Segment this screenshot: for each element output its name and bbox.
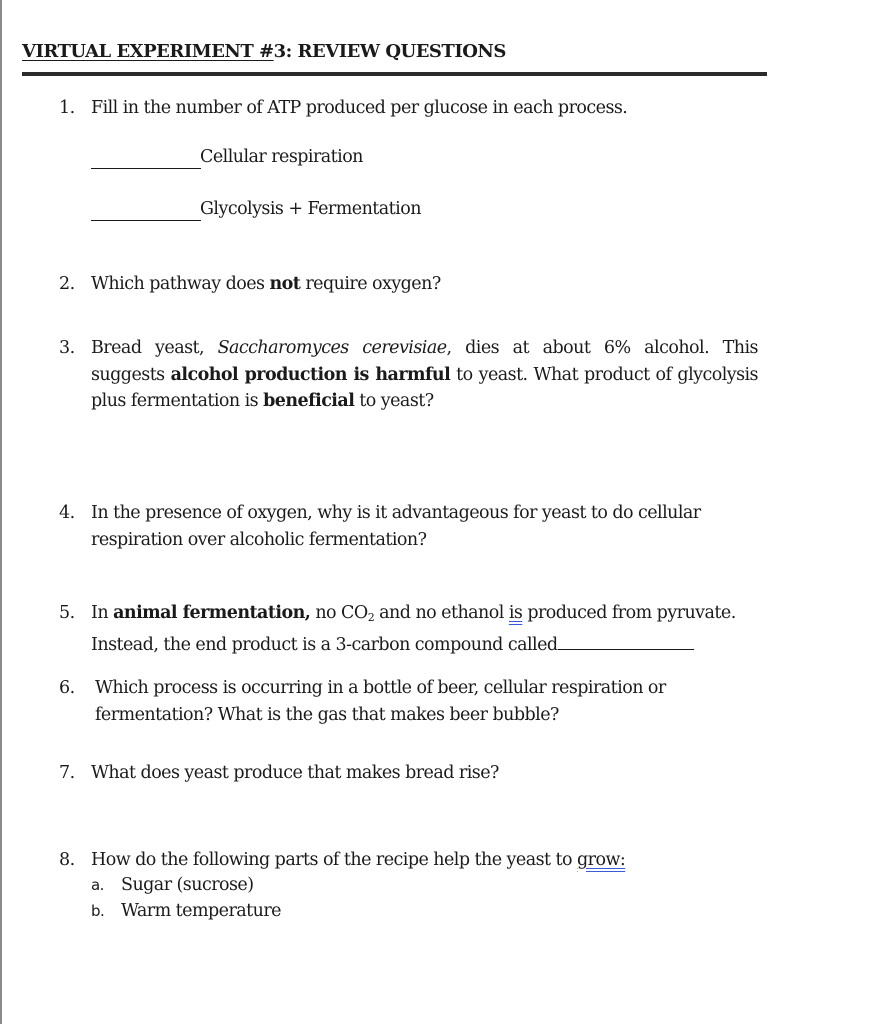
page-title: VIRTUAL EXPERIMENT #3: REVIEW QUESTIONS	[22, 41, 506, 62]
question-number: 2.	[59, 274, 75, 294]
grammar-mark: is	[508, 603, 523, 623]
atp-blank-respiration[interactable]	[91, 168, 201, 169]
question-text: What does yeast produce that makes bread rise?	[91, 763, 499, 783]
question-number: 7.	[59, 763, 75, 783]
page-edge	[0, 0, 2, 1024]
title-rule	[22, 72, 767, 76]
question-text: Which pathway does not require oxygen?	[91, 274, 441, 294]
question-text: Fill in the number of ATP produced per glucose in each process.	[91, 98, 628, 118]
grammar-mark: grow:	[576, 850, 626, 870]
question-number: 4.	[59, 503, 75, 523]
question-number: 8.	[59, 850, 75, 870]
blank-label-respiration: Cellular respiration	[200, 147, 363, 167]
question-text: Which process is occurring in a bottle of beer, cellular respiration or fermentation? What is the gas that makes beer bubble?	[95, 678, 666, 725]
compound-answer-blank[interactable]	[558, 632, 694, 650]
question-text: In animal fermentation, no $CO_2$ and no ethanol is produced from pyruvate. Instead, the end product is a 3-carbon compound called	[91, 603, 736, 655]
question-text: In the presence of oxygen, why is it advantageous for yeast to do cellular respiration over alcoholic fermentation?	[91, 503, 701, 550]
question-number: 3.	[59, 338, 75, 358]
question-number: 6.	[59, 678, 75, 698]
question-number: 1.	[59, 98, 75, 118]
question-number: 5.	[59, 603, 75, 623]
sub-item-a: a. Sugar (sucrose)	[91, 875, 254, 895]
question-text: Bread yeast, Saccharomyces cerevisiae, dies at about 6% alcohol. This suggests alcohol production is harmful to yeast. What product of glycolysis plus fermentation is beneficial to yeast?	[91, 338, 758, 411]
sub-item-b: b. Warm temperature	[91, 901, 281, 921]
question-text: How do the following parts of the recipe help the yeast to grow:	[91, 850, 626, 870]
atp-blank-fermentation[interactable]	[91, 220, 201, 221]
blank-label-fermentation: Glycolysis + Fermentation	[200, 199, 421, 219]
